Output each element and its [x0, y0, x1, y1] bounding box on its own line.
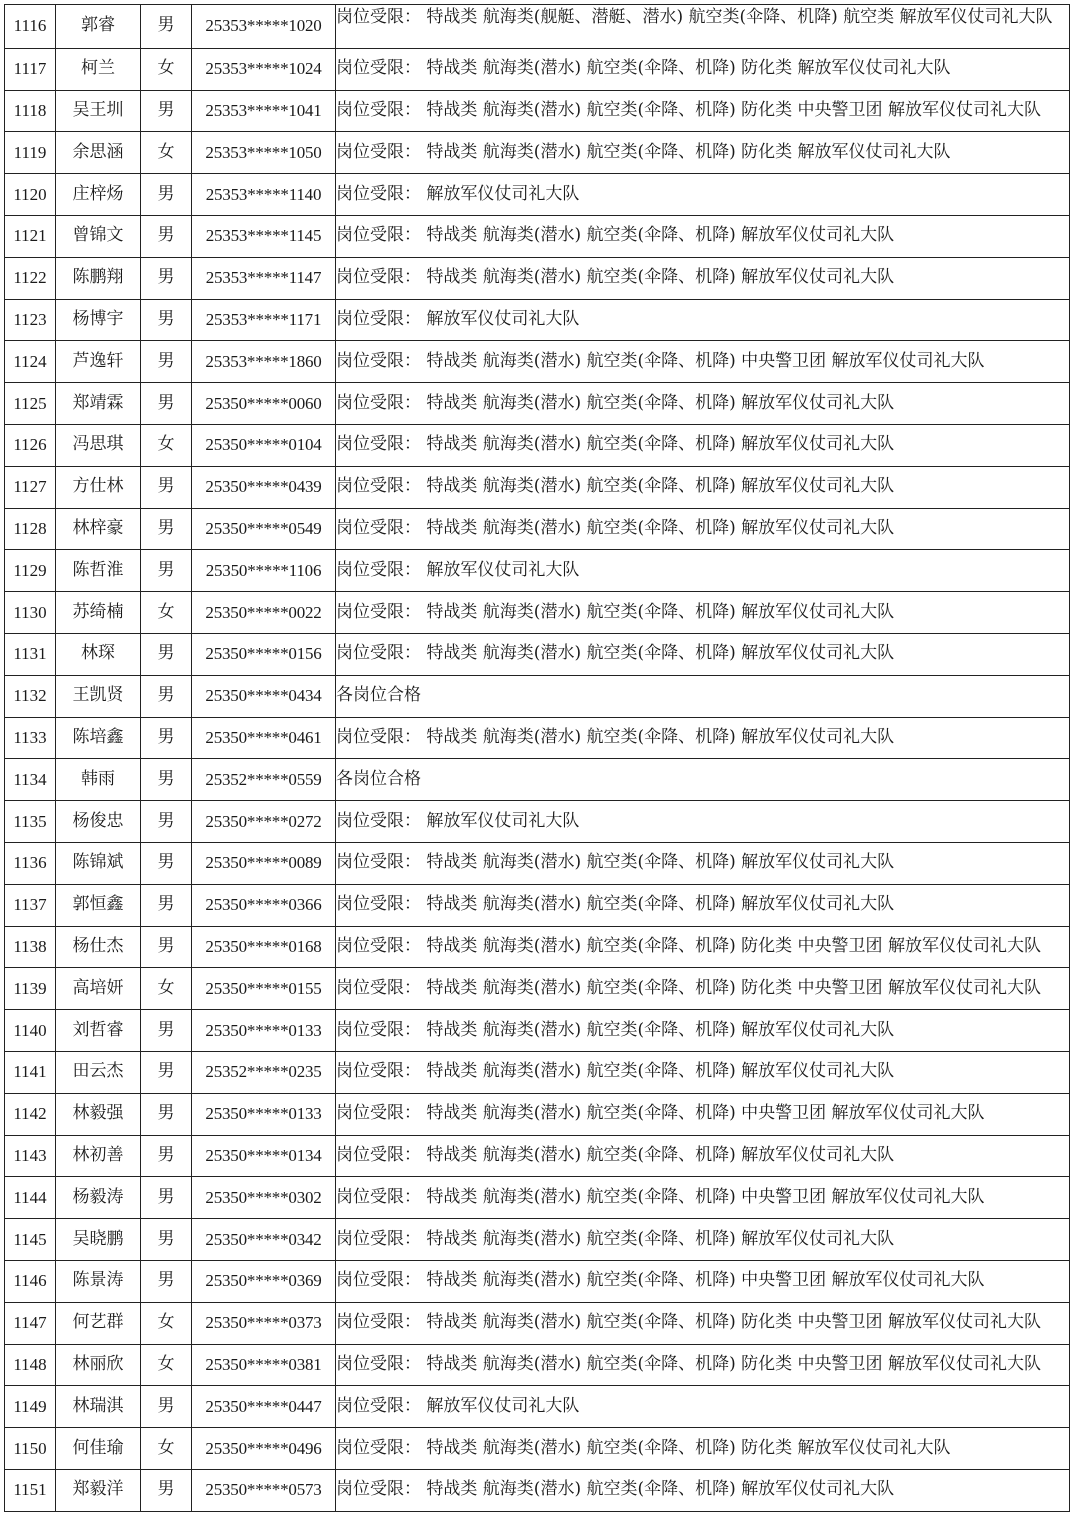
table-row — [5, 842, 1070, 884]
row-number-cell: 1119 — [5, 132, 56, 174]
roster-table — [4, 4, 1070, 1512]
name-cell: 林丽欣 — [56, 1344, 141, 1386]
id-number-cell: 25350*****0549 — [192, 508, 336, 550]
eligibility-note-cell: 岗位受限： 特战类 航海类(潜水) 航空类(伞降、机降) 解放军仪仗司礼大队 — [336, 215, 1070, 257]
id-number-cell: 25350*****0022 — [192, 592, 336, 634]
eligibility-note-cell: 岗位受限： 解放军仪仗司礼大队 — [336, 801, 1070, 843]
name-cell: 林瑞淇 — [56, 1386, 141, 1428]
table-row — [5, 1135, 1070, 1177]
eligibility-note-cell: 岗位受限： 特战类 航海类(潜水) 航空类(伞降、机降) 解放军仪仗司礼大队 — [336, 383, 1070, 425]
name-cell: 田云杰 — [56, 1051, 141, 1093]
eligibility-note-cell: 岗位受限： 特战类 航海类(潜水) 航空类(伞降、机降) 防化类 中央警卫团 解放军仪仗司礼大队 — [336, 1302, 1070, 1344]
id-number-cell: 25350*****0381 — [192, 1344, 336, 1386]
eligibility-note-cell: 岗位受限： 特战类 航海类(潜水) 航空类(伞降、机降) 中央警卫团 解放军仪仗司礼大队 — [336, 1093, 1070, 1135]
row-number-cell: 1149 — [5, 1386, 56, 1428]
eligibility-note-cell: 岗位受限： 特战类 航海类(潜水) 航空类(伞降、机降) 防化类 中央警卫团 解放军仪仗司礼大队 — [336, 1344, 1070, 1386]
id-number-cell: 25350*****0434 — [192, 675, 336, 717]
table-row — [5, 90, 1070, 132]
row-number-cell: 1124 — [5, 341, 56, 383]
gender-cell: 男 — [141, 633, 192, 675]
table-row — [5, 48, 1070, 90]
gender-cell: 男 — [141, 801, 192, 843]
row-number-cell: 1128 — [5, 508, 56, 550]
name-cell: 高培妍 — [56, 968, 141, 1010]
gender-cell: 女 — [141, 424, 192, 466]
id-number-cell: 25352*****0559 — [192, 759, 336, 801]
row-number-cell: 1117 — [5, 48, 56, 90]
gender-cell: 男 — [141, 1135, 192, 1177]
name-cell: 林毅强 — [56, 1093, 141, 1135]
eligibility-note-cell: 岗位受限： 特战类 航海类(潜水) 航空类(伞降、机降) 防化类 解放军仪仗司礼大队 — [336, 132, 1070, 174]
name-cell: 杨毅涛 — [56, 1177, 141, 1219]
gender-cell: 男 — [141, 508, 192, 550]
eligibility-note-cell: 岗位受限： 特战类 航海类(潜水) 航空类(伞降、机降) 中央警卫团 解放军仪仗司礼大队 — [336, 1260, 1070, 1302]
row-number-cell: 1133 — [5, 717, 56, 759]
table-row — [5, 884, 1070, 926]
gender-cell: 男 — [141, 1093, 192, 1135]
eligibility-note-cell: 岗位受限： 特战类 航海类(潜水) 航空类(伞降、机降) 解放军仪仗司礼大队 — [336, 1219, 1070, 1261]
name-cell: 苏绮楠 — [56, 592, 141, 634]
gender-cell: 男 — [141, 257, 192, 299]
name-cell: 陈锦斌 — [56, 842, 141, 884]
gender-cell: 男 — [141, 884, 192, 926]
gender-cell: 男 — [141, 383, 192, 425]
name-cell: 柯兰 — [56, 48, 141, 90]
gender-cell: 女 — [141, 1302, 192, 1344]
eligibility-note-cell: 岗位受限： 特战类 航海类(潜水) 航空类(伞降、机降) 解放军仪仗司礼大队 — [336, 257, 1070, 299]
row-number-cell: 1135 — [5, 801, 56, 843]
gender-cell: 男 — [141, 299, 192, 341]
table-row — [5, 1093, 1070, 1135]
gender-cell: 女 — [141, 592, 192, 634]
name-cell: 陈培鑫 — [56, 717, 141, 759]
id-number-cell: 25350*****0373 — [192, 1302, 336, 1344]
eligibility-note-cell: 岗位受限： 特战类 航海类(潜水) 航空类(伞降、机降) 中央警卫团 解放军仪仗司礼大队 — [336, 1177, 1070, 1219]
eligibility-note-cell: 岗位受限： 特战类 航海类(潜水) 航空类(伞降、机降) 解放军仪仗司礼大队 — [336, 842, 1070, 884]
eligibility-note-cell: 岗位受限： 解放军仪仗司礼大队 — [336, 1386, 1070, 1428]
row-number-cell: 1122 — [5, 257, 56, 299]
table-row — [5, 717, 1070, 759]
gender-cell: 男 — [141, 5, 192, 49]
gender-cell: 男 — [141, 926, 192, 968]
id-number-cell: 25353*****1860 — [192, 341, 336, 383]
eligibility-note-cell: 岗位受限： 特战类 航海类(潜水) 航空类(伞降、机降) 解放军仪仗司礼大队 — [336, 508, 1070, 550]
name-cell: 吴王圳 — [56, 90, 141, 132]
name-cell: 庄梓炀 — [56, 174, 141, 216]
gender-cell: 男 — [141, 550, 192, 592]
row-number-cell: 1136 — [5, 842, 56, 884]
id-number-cell: 25353*****1147 — [192, 257, 336, 299]
name-cell: 方仕林 — [56, 466, 141, 508]
row-number-cell: 1134 — [5, 759, 56, 801]
gender-cell: 男 — [141, 1051, 192, 1093]
eligibility-note-cell: 岗位受限： 解放军仪仗司礼大队 — [336, 174, 1070, 216]
id-number-cell: 25350*****0369 — [192, 1260, 336, 1302]
row-number-cell: 1116 — [5, 5, 56, 49]
name-cell: 何佳瑜 — [56, 1428, 141, 1470]
gender-cell: 男 — [141, 341, 192, 383]
table-row — [5, 257, 1070, 299]
id-number-cell: 25350*****0089 — [192, 842, 336, 884]
gender-cell: 男 — [141, 759, 192, 801]
eligibility-note-cell: 岗位受限： 特战类 航海类(潜水) 航空类(伞降、机降) 解放军仪仗司礼大队 — [336, 1469, 1070, 1511]
table-row — [5, 1469, 1070, 1511]
name-cell: 韩雨 — [56, 759, 141, 801]
id-number-cell: 25350*****0573 — [192, 1469, 336, 1511]
table-row — [5, 1177, 1070, 1219]
name-cell: 芦逸轩 — [56, 341, 141, 383]
row-number-cell: 1140 — [5, 1010, 56, 1052]
table-row — [5, 1428, 1070, 1470]
eligibility-note-cell: 岗位受限： 特战类 航海类(潜水) 航空类(伞降、机降) 解放军仪仗司礼大队 — [336, 466, 1070, 508]
table-row — [5, 1260, 1070, 1302]
table-row — [5, 383, 1070, 425]
eligibility-note-cell: 岗位受限： 特战类 航海类(潜水) 航空类(伞降、机降) 防化类 解放军仪仗司礼大队 — [336, 1428, 1070, 1470]
name-cell: 杨俊忠 — [56, 801, 141, 843]
name-cell: 余思涵 — [56, 132, 141, 174]
eligibility-note-cell: 岗位受限： 特战类 航海类(潜水) 航空类(伞降、机降) 解放军仪仗司礼大队 — [336, 592, 1070, 634]
table-row — [5, 174, 1070, 216]
row-number-cell: 1146 — [5, 1260, 56, 1302]
eligibility-note-cell: 岗位受限： 特战类 航海类(潜水) 航空类(伞降、机降) 解放军仪仗司礼大队 — [336, 633, 1070, 675]
table-row — [5, 466, 1070, 508]
id-number-cell: 25350*****0302 — [192, 1177, 336, 1219]
name-cell: 郑靖霖 — [56, 383, 141, 425]
id-number-cell: 25350*****0133 — [192, 1093, 336, 1135]
table-row — [5, 1219, 1070, 1261]
gender-cell: 男 — [141, 1010, 192, 1052]
row-number-cell: 1137 — [5, 884, 56, 926]
row-number-cell: 1148 — [5, 1344, 56, 1386]
row-number-cell: 1132 — [5, 675, 56, 717]
name-cell: 何艺群 — [56, 1302, 141, 1344]
id-number-cell: 25350*****0342 — [192, 1219, 336, 1261]
name-cell: 陈鹏翔 — [56, 257, 141, 299]
gender-cell: 男 — [141, 842, 192, 884]
gender-cell: 男 — [141, 675, 192, 717]
row-number-cell: 1125 — [5, 383, 56, 425]
id-number-cell: 25353*****1020 — [192, 5, 336, 49]
table-row — [5, 1344, 1070, 1386]
id-number-cell: 25350*****0060 — [192, 383, 336, 425]
row-number-cell: 1118 — [5, 90, 56, 132]
eligibility-note-cell: 岗位受限： 特战类 航海类(潜水) 航空类(伞降、机降) 解放军仪仗司礼大队 — [336, 1051, 1070, 1093]
eligibility-note-cell: 各岗位合格 — [336, 675, 1070, 717]
id-number-cell: 25350*****0461 — [192, 717, 336, 759]
table-row — [5, 968, 1070, 1010]
gender-cell: 男 — [141, 1386, 192, 1428]
eligibility-note-cell: 岗位受限： 特战类 航海类(潜水) 航空类(伞降、机降) 解放军仪仗司礼大队 — [336, 717, 1070, 759]
gender-cell: 男 — [141, 174, 192, 216]
name-cell: 林初善 — [56, 1135, 141, 1177]
id-number-cell: 25350*****0366 — [192, 884, 336, 926]
table-row — [5, 633, 1070, 675]
eligibility-note-cell: 岗位受限： 解放军仪仗司礼大队 — [336, 299, 1070, 341]
row-number-cell: 1141 — [5, 1051, 56, 1093]
table-row — [5, 215, 1070, 257]
id-number-cell: 25350*****0439 — [192, 466, 336, 508]
table-row — [5, 1010, 1070, 1052]
row-number-cell: 1131 — [5, 633, 56, 675]
id-number-cell: 25350*****0447 — [192, 1386, 336, 1428]
table-row — [5, 1051, 1070, 1093]
gender-cell: 女 — [141, 1344, 192, 1386]
eligibility-note-cell: 岗位受限： 特战类 航海类(潜水) 航空类(伞降、机降) 解放军仪仗司礼大队 — [336, 1135, 1070, 1177]
name-cell: 杨仕杰 — [56, 926, 141, 968]
gender-cell: 男 — [141, 1177, 192, 1219]
eligibility-note-cell: 岗位受限： 特战类 航海类(潜水) 航空类(伞降、机降) 防化类 中央警卫团 解放军仪仗司礼大队 — [336, 968, 1070, 1010]
table-row — [5, 5, 1070, 49]
eligibility-note-cell: 岗位受限： 特战类 航海类(潜水) 航空类(伞降、机降) 防化类 中央警卫团 解放军仪仗司礼大队 — [336, 926, 1070, 968]
id-number-cell: 25350*****0155 — [192, 968, 336, 1010]
eligibility-note-cell: 岗位受限： 特战类 航海类(潜水) 航空类(伞降、机降) 中央警卫团 解放军仪仗司礼大队 — [336, 341, 1070, 383]
roster-body — [5, 5, 1070, 1512]
name-cell: 陈哲淮 — [56, 550, 141, 592]
row-number-cell: 1142 — [5, 1093, 56, 1135]
name-cell: 郑毅洋 — [56, 1469, 141, 1511]
table-row — [5, 341, 1070, 383]
name-cell: 林琛 — [56, 633, 141, 675]
row-number-cell: 1143 — [5, 1135, 56, 1177]
gender-cell: 男 — [141, 1260, 192, 1302]
id-number-cell: 25350*****0272 — [192, 801, 336, 843]
row-number-cell: 1129 — [5, 550, 56, 592]
name-cell: 吴晓鹏 — [56, 1219, 141, 1261]
table-row — [5, 801, 1070, 843]
gender-cell: 女 — [141, 1428, 192, 1470]
gender-cell: 男 — [141, 215, 192, 257]
table-row — [5, 1302, 1070, 1344]
id-number-cell: 25353*****1171 — [192, 299, 336, 341]
id-number-cell: 25350*****1106 — [192, 550, 336, 592]
gender-cell: 男 — [141, 466, 192, 508]
name-cell: 林梓豪 — [56, 508, 141, 550]
gender-cell: 男 — [141, 90, 192, 132]
table-row — [5, 132, 1070, 174]
id-number-cell: 25350*****0104 — [192, 424, 336, 466]
id-number-cell: 25353*****1145 — [192, 215, 336, 257]
table-row — [5, 299, 1070, 341]
id-number-cell: 25352*****0235 — [192, 1051, 336, 1093]
gender-cell: 男 — [141, 1219, 192, 1261]
name-cell: 杨博宇 — [56, 299, 141, 341]
row-number-cell: 1138 — [5, 926, 56, 968]
table-row — [5, 508, 1070, 550]
table-row — [5, 926, 1070, 968]
row-number-cell: 1126 — [5, 424, 56, 466]
row-number-cell: 1145 — [5, 1219, 56, 1261]
table-row — [5, 592, 1070, 634]
gender-cell: 女 — [141, 48, 192, 90]
id-number-cell: 25350*****0134 — [192, 1135, 336, 1177]
id-number-cell: 25350*****0156 — [192, 633, 336, 675]
name-cell: 陈景涛 — [56, 1260, 141, 1302]
eligibility-note-cell: 岗位受限： 特战类 航海类(舰艇、潜艇、潜水) 航空类(伞降、机降) 航空类 解放军仪仗司礼大队 — [336, 5, 1070, 49]
gender-cell: 男 — [141, 717, 192, 759]
row-number-cell: 1123 — [5, 299, 56, 341]
eligibility-note-cell: 岗位受限： 特战类 航海类(潜水) 航空类(伞降、机降) 防化类 中央警卫团 解放军仪仗司礼大队 — [336, 90, 1070, 132]
table-row — [5, 1386, 1070, 1428]
name-cell: 曾锦文 — [56, 215, 141, 257]
gender-cell: 男 — [141, 1469, 192, 1511]
gender-cell: 女 — [141, 132, 192, 174]
table-row — [5, 675, 1070, 717]
table-row — [5, 424, 1070, 466]
id-number-cell: 25353*****1140 — [192, 174, 336, 216]
id-number-cell: 25353*****1041 — [192, 90, 336, 132]
row-number-cell: 1121 — [5, 215, 56, 257]
name-cell: 王凯贤 — [56, 675, 141, 717]
row-number-cell: 1139 — [5, 968, 56, 1010]
row-number-cell: 1147 — [5, 1302, 56, 1344]
id-number-cell: 25353*****1024 — [192, 48, 336, 90]
row-number-cell: 1130 — [5, 592, 56, 634]
id-number-cell: 25350*****0133 — [192, 1010, 336, 1052]
id-number-cell: 25350*****0168 — [192, 926, 336, 968]
gender-cell: 女 — [141, 968, 192, 1010]
eligibility-note-cell: 岗位受限： 特战类 航海类(潜水) 航空类(伞降、机降) 防化类 解放军仪仗司礼大队 — [336, 48, 1070, 90]
id-number-cell: 25353*****1050 — [192, 132, 336, 174]
eligibility-note-cell: 岗位受限： 特战类 航海类(潜水) 航空类(伞降、机降) 解放军仪仗司礼大队 — [336, 884, 1070, 926]
eligibility-note-cell: 各岗位合格 — [336, 759, 1070, 801]
name-cell: 郭睿 — [56, 5, 141, 49]
eligibility-note-cell: 岗位受限： 特战类 航海类(潜水) 航空类(伞降、机降) 解放军仪仗司礼大队 — [336, 424, 1070, 466]
row-number-cell: 1120 — [5, 174, 56, 216]
name-cell: 郭恒鑫 — [56, 884, 141, 926]
row-number-cell: 1144 — [5, 1177, 56, 1219]
name-cell: 冯思琪 — [56, 424, 141, 466]
table-row — [5, 550, 1070, 592]
row-number-cell: 1150 — [5, 1428, 56, 1470]
eligibility-note-cell: 岗位受限： 解放军仪仗司礼大队 — [336, 550, 1070, 592]
row-number-cell: 1127 — [5, 466, 56, 508]
table-row — [5, 759, 1070, 801]
name-cell: 刘哲睿 — [56, 1010, 141, 1052]
eligibility-note-cell: 岗位受限： 特战类 航海类(潜水) 航空类(伞降、机降) 解放军仪仗司礼大队 — [336, 1010, 1070, 1052]
row-number-cell: 1151 — [5, 1469, 56, 1511]
id-number-cell: 25350*****0496 — [192, 1428, 336, 1470]
